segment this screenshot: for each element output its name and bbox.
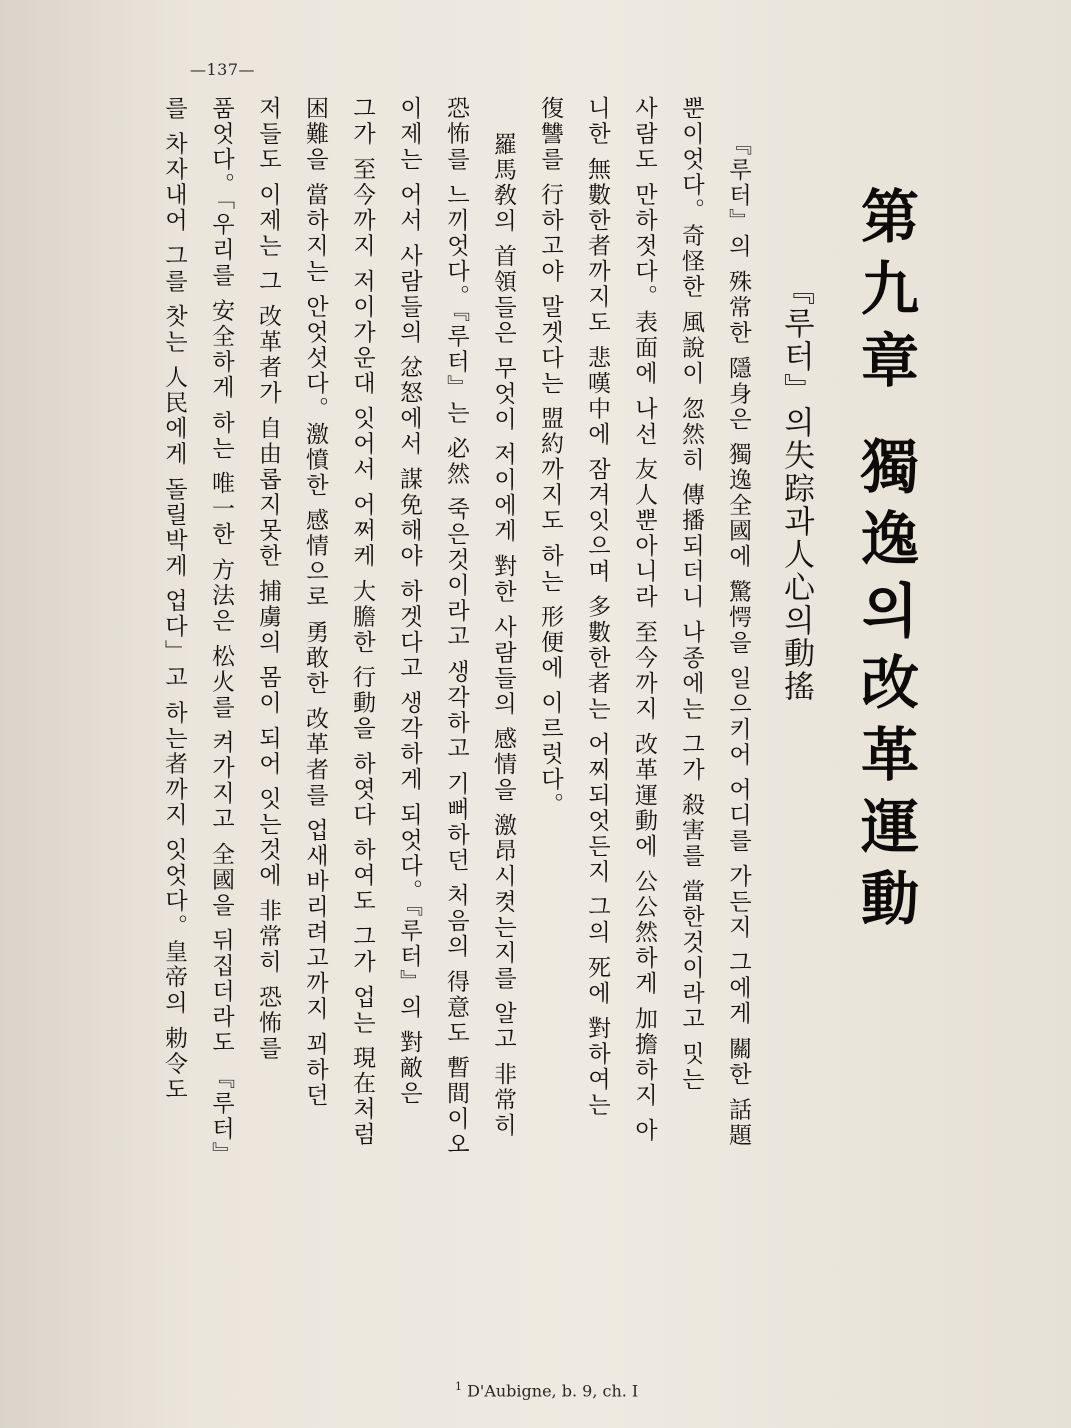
text-line: 『루터』의 殊常한 隱身은 獨逸全國에 驚愕을 일으키어 어디를 가든지 그에게 關한 話題: [725, 132, 751, 1149]
footnote: [455, 1380, 638, 1400]
text-line: 困難을 當하지는 안엇섯다。激憤한 感情으로 勇敢한 改革者를 업새바리려고까지 꾀하던: [302, 96, 328, 1109]
text-line: 저들도 이제는 그 改革者가 自由롭지못한 捕虜의 몸이 되어 잇는것에 非常히 恐怖를: [255, 96, 281, 1062]
footnote-marker: 1: [455, 1380, 462, 1393]
text-line: 사람도 만하젓다。表面에 나선 友人뿐아니라 至今까지 改革運動에 公公然하게 加擔하지 아: [631, 96, 657, 1144]
text-line: 뿐이엇다。奇怪한 風說이 忽然히 傳播되더니 나종에는 그가 殺害를 當한것이라고 밋는: [678, 96, 704, 1093]
text-line: 품엇다。「우리를 安全하게 하는 唯一한 方法은 松火를 켜가지고 全國을 뒤집더라도 『루터』: [208, 96, 234, 1168]
vertical-text-block: [150, 92, 939, 1382]
text-line: 그가 至今까지 저이가운대 잇어서 어쩌케 大膽한 行動을 하엿다 하여도 그가 업는 現在처럼: [349, 96, 375, 1148]
text-line: 復讐를 行하고야 말겟다는 盟約까지도 하는 形便에 이르럿다。: [537, 96, 563, 818]
text-line: 이제는 어서 사람들의 忿怒에서 謀免해야 하겟다고 생각하게 되엇다。『루터』의 對敵은: [396, 96, 422, 1107]
text-line: 恐怖를 느끼엇다。『루터』는 必然 죽은것이라고 생각하고 기뻐하던 처음의 得意도 暫間이오: [443, 96, 469, 1158]
section-title: 『루터』의失踪과人心의動搖: [778, 274, 814, 703]
text-line: 羅馬敎의 首領들은 무엇이 저이에게 對한 사람들의 感情을 激昂시켯는지를 알고 非常히: [490, 132, 516, 1139]
footnote-text: D'Aubigne, b. 9, ch. I: [467, 1381, 639, 1401]
text-line: 를 차자내어 그를 찻는 人民에게 돌릴박게 업다」고 하는者까지 잇엇다。皇帝의 勅令도: [161, 96, 187, 1103]
text-line: 니한 無數한者까지도 悲嘆中에 잠겨잇으며 多數한者는 어찌되엇든지 그의 死에 對하여는: [584, 96, 610, 1118]
page-number: —137—: [190, 60, 256, 79]
chapter-title: 第九章 獨逸의改革運動: [851, 186, 919, 941]
